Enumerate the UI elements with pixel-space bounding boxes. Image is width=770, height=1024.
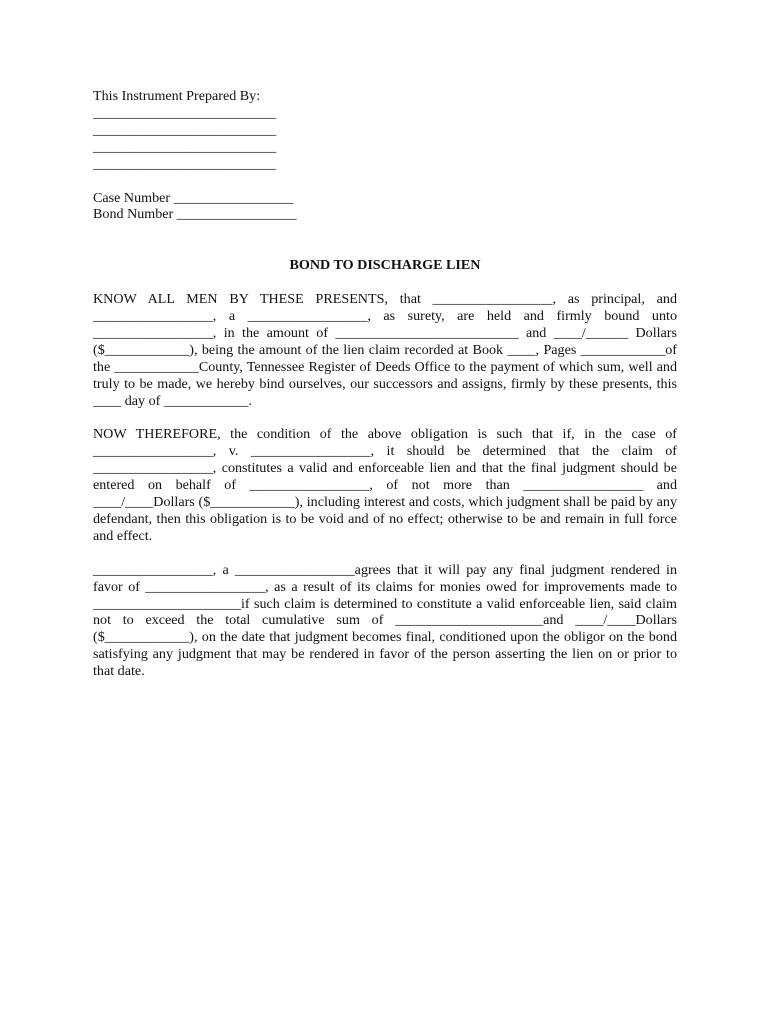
document-title: BOND TO DISCHARGE LIEN [289, 257, 481, 274]
preparer-line-4: __________________________ [93, 155, 277, 172]
preparer-line-3: __________________________ [93, 138, 277, 155]
paragraph-now-therefore: NOW THEREFORE, the condition of the above obligation is such that if, in the case of _________________, v. _________________, it should be determined that the claim of _________________, constitutes a valid and enforceable lien and that the final judgment should be entered on behalf of _________________, of not more than _________________ and ____/____Dollars ($____________), including interest and costs, which judgment shall be paid by any defendant, then this obligation is to be void and of no effect; otherwise to be and remain in full force and effect. [93, 426, 677, 544]
preparer-label: This Instrument Prepared By: [93, 88, 261, 104]
preparer-line-1: __________________________ [93, 104, 277, 121]
preparer-line-2: __________________________ [93, 121, 277, 138]
preparer-block [93, 88, 677, 173]
document-page [93, 88, 677, 697]
reference-numbers [93, 190, 677, 224]
bond-number: Bond Number _________________ [93, 206, 297, 223]
paragraph-know-all-men: KNOW ALL MEN BY THESE PRESENTS, that _________________, as principal, and _________________, a _________________, as surety, are held and firmly bound unto _________________, in the amount of __________________________ and ____/______ Dollars ($____________), being the amount of the lien claim recorded at Book ____, Pages ____________of the ____________County, Tennessee Register of Deeds Office to the payment of which sum, well and truly to be made, we hereby bind ourselves, our successors and assigns, firmly by these presents, this ____ day of ____________. [93, 291, 677, 409]
spacer [93, 173, 677, 190]
paragraph-agreement: _________________, a _________________agrees that it will pay any final judgment rendered in favor of _________________, as a result of its claims for monies owed for improvements made to _____________________if such claim is determined to constitute a valid enforceable lien, said claim not to exceed the total cumulative sum of _____________________and ____/____Dollars ($____________), on the date that judgment becomes final, conditioned upon the obligor on the bond satisfying any judgment that may be rendered in favor of the person asserting the lien on or prior to that date. [93, 561, 677, 680]
case-number: Case Number _________________ [93, 189, 294, 206]
